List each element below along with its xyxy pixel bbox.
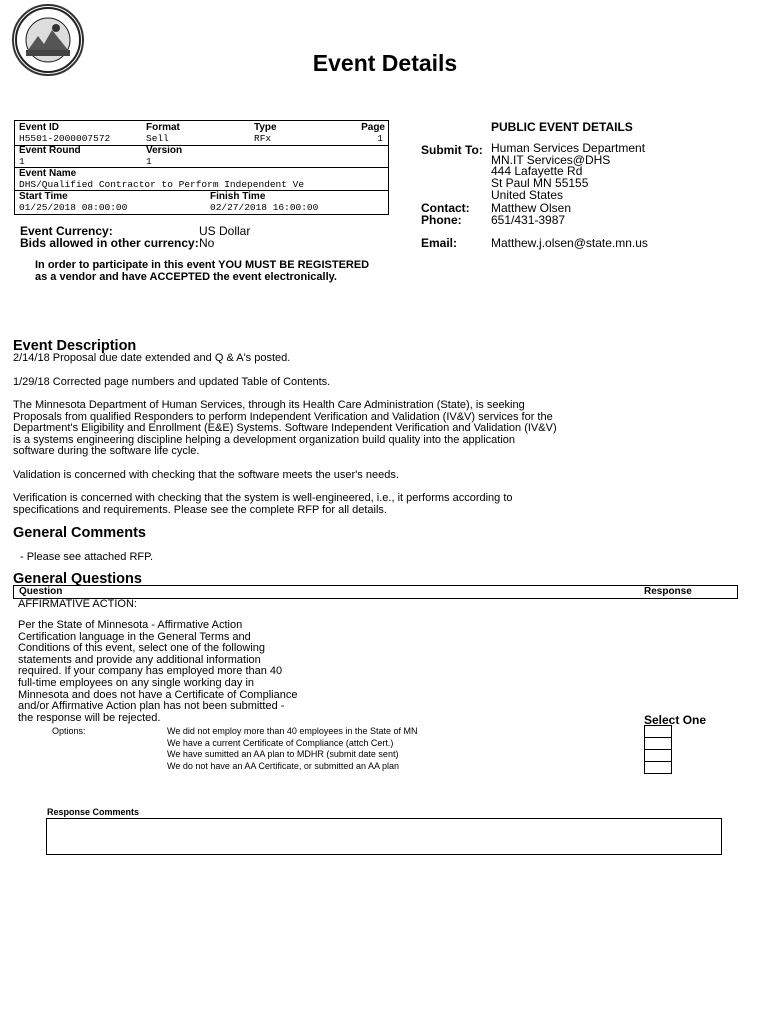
text-line: specifications and requirements. Please see the complete RFP for all details. (13, 503, 387, 516)
text-line: and/or Affirmative Action plan has not been submitted - (18, 700, 285, 713)
text-line: required. If your company has employed more than 40 (18, 665, 283, 678)
description-p4: Validation is concerned with checking that the software meets the user's needs. (13, 469, 399, 481)
other-currency-label: Bids allowed in other currency: (20, 236, 199, 250)
event-id-value: H5501-2000007572 (19, 133, 111, 144)
text-line: the response will be rejected. (18, 711, 161, 724)
comments-heading: General Comments (13, 525, 146, 541)
event-round-label: Event Round (19, 145, 81, 156)
address-line: St Paul MN 55155 (491, 176, 589, 191)
submit-to-label: Submit To: (421, 143, 483, 157)
response-comments-label: Response Comments (47, 807, 140, 817)
event-name-label: Event Name (19, 168, 77, 179)
start-time-label: Start Time (19, 191, 68, 202)
text-line: is a systems engineering discipline helping a development organization build quality into the application (13, 433, 516, 446)
event-info-box (14, 120, 389, 215)
other-currency-value: No (199, 236, 215, 250)
option-text: We did not employ more than 40 employees in the State of MN (167, 726, 418, 736)
question-title: AFFIRMATIVE ACTION: (18, 598, 137, 610)
question-text (18, 620, 297, 724)
address-line: Human Services Department (491, 141, 646, 155)
phone-value: 651/431-3987 (491, 213, 566, 227)
questions-heading: General Questions (13, 571, 142, 587)
comments-item: - Please see attached RFP. (20, 551, 154, 563)
event-id-label: Event ID (19, 122, 60, 133)
currency-value: US Dollar (199, 224, 251, 238)
version-label: Version (146, 145, 183, 156)
page-title: Event Details (312, 50, 458, 76)
registration-notice-line2: as a vendor and have ACCEPTED the event electronically. (35, 271, 337, 283)
registration-notice-line1: In order to participate in this event YOU MUST BE REGISTERED (35, 259, 370, 271)
description-heading: Event Description (13, 338, 137, 354)
question-table-header (13, 585, 738, 599)
text-line: Per the State of Minnesota - Affirmative Action (18, 619, 243, 631)
finish-time-value: 02/27/2018 16:00:00 (210, 202, 319, 213)
event-name-value: DHS/Qualified Contractor to Perform Independent Ve (19, 179, 305, 190)
page-label: Page (361, 122, 385, 133)
text-line: full-time employees on any single working day in (18, 676, 255, 689)
text-line: Proposals from qualified Responders to perform Independent Verification and Validation (IV&V) services for the (13, 410, 553, 423)
text-line: The Minnesota Department of Human Services, through its Health Care Administration (State), is seeking (13, 399, 525, 411)
description-p2: 1/29/18 Corrected page numbers and updated Table of Contents. (13, 376, 331, 388)
phone-label: Phone: (421, 213, 462, 227)
type-value: RFx (254, 133, 272, 144)
text-line: Verification is concerned with checking that the system is well-engineered, i.e., it performs according to (13, 492, 513, 504)
text-line: Minnesota and does not have a Certificate of Compliance (18, 688, 298, 701)
question-col-header: Question (19, 586, 63, 597)
contact-value: Matthew Olsen (491, 201, 572, 215)
address-line: 444 Lafayette Rd (491, 164, 583, 179)
finish-time-label: Finish Time (210, 191, 266, 202)
options-list (167, 726, 417, 773)
text-line: Conditions of this event, select one of the following (18, 642, 266, 655)
public-details-heading: PUBLIC EVENT DETAILS (491, 120, 633, 134)
option-text: We do not have an AA Certificate, or submitted an AA plan (167, 761, 399, 772)
email-label: Email: (421, 236, 458, 250)
option-checkbox-4[interactable] (644, 761, 672, 774)
address-line: MN.IT Services@DHS (491, 152, 611, 167)
description-p3 (13, 400, 613, 458)
submit-to-address (491, 143, 645, 202)
page-value: 1 (377, 133, 383, 144)
option-text: We have sumitted an AA plan to MDHR (submit date sent) (167, 749, 399, 760)
format-value: Sell (146, 133, 169, 144)
description-p5 (13, 493, 593, 516)
option-text: We have a current Certificate of Compliance (attch Cert.) (167, 737, 394, 748)
email-value[interactable]: Matthew.j.olsen@state.mn.us (491, 236, 648, 250)
text-line: Certification language in the General Terms and (18, 630, 251, 643)
version-value: 1 (146, 156, 152, 167)
currency-label: Event Currency: (20, 224, 113, 238)
contact-label: Contact: (421, 201, 470, 215)
text-line: statements and provide any additional information (18, 653, 261, 666)
text-line: Department's Eligibility and Enrollment (E&E) Systems. Software Independent Verification and Validation (IV&V) (13, 422, 557, 435)
text-line: software during the software life cycle. (13, 445, 200, 458)
description-p1: 2/14/18 Proposal due date extended and Q & A's posted. (13, 352, 291, 364)
start-time-value: 01/25/2018 08:00:00 (19, 202, 128, 213)
format-label: Format (146, 122, 180, 133)
type-label: Type (254, 122, 277, 133)
response-col-header: Response (644, 586, 692, 597)
options-label: Options: (52, 726, 86, 736)
event-round-value: 1 (19, 156, 25, 167)
response-comments-field[interactable] (46, 818, 722, 855)
address-line: United States (491, 187, 564, 202)
select-one-label: Select One (644, 713, 707, 727)
